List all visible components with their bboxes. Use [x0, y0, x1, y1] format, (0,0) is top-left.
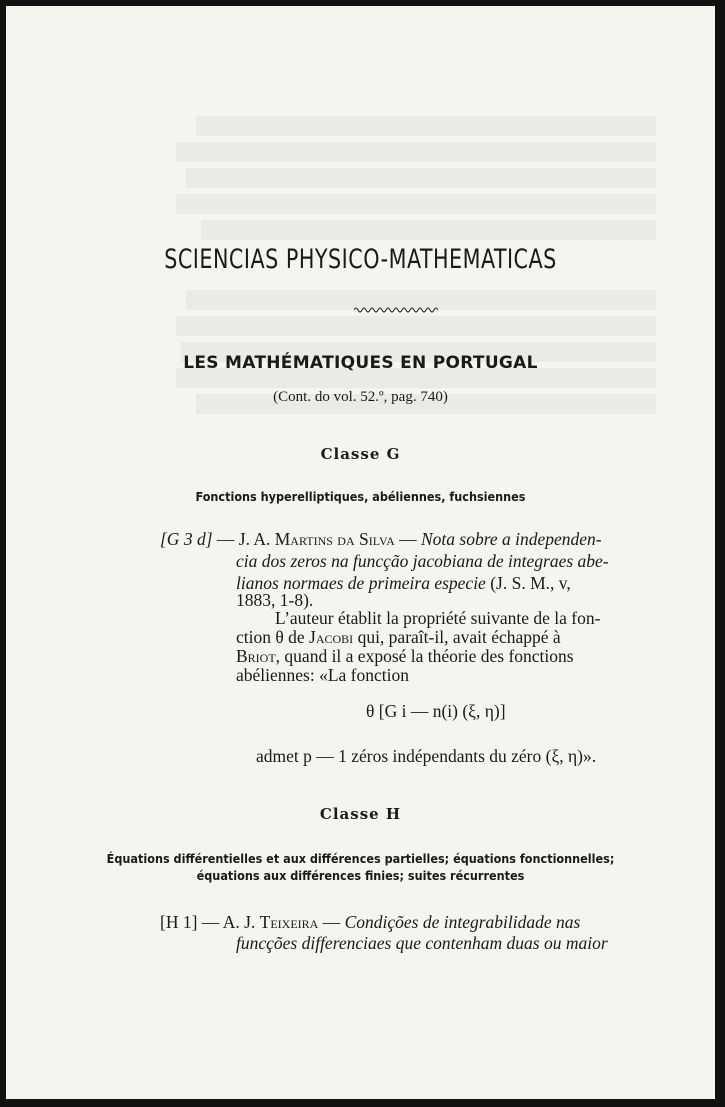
entry-g-line2: cia dos zeros na funcção jacobiana de integraes abe- [236, 551, 609, 571]
article-title: LES MATHÉMATIQUES EN PORTUGAL [183, 353, 538, 373]
class-h-section-line2: équations aux différences finies; suites récurrentes [196, 868, 525, 883]
entry-g-line3: lianos normaes de primeira especie (J. S. M., v, [236, 573, 571, 593]
entry-h-ref: [H 1] [160, 912, 198, 932]
entry-g-ref: [G 3 d] [160, 529, 213, 549]
entry-g-line1: [G 3 d] — J. A. Martins da Silva — Nota sobre a independen- [160, 529, 602, 549]
entry-g-para2: ction θ de Jacobi qui, paraît-il, avait échappé à [236, 627, 561, 647]
entry-g-para4: abéliennes: «La fonction [236, 665, 409, 685]
class-h-heading: Classe H [319, 805, 402, 823]
class-g-section: Fonctions hyperelliptiques, abéliennes, fuchsiennes [195, 489, 526, 504]
entry-g-para1: L’auteur établit la propriété suivante de la fon- [275, 608, 601, 628]
decorative-rule [354, 306, 438, 314]
class-g-heading: Classe G [320, 445, 401, 463]
entry-h-author: Teixeira [259, 912, 319, 932]
class-h-section-line1: Équations différentielles et aux différences partielles; équations fonctionnelles; [106, 851, 615, 866]
entry-g-author: Martins da Silva [274, 529, 395, 549]
page [6, 6, 715, 1099]
continuation-note: (Cont. do vol. 52.º, pag. 740) [273, 389, 448, 405]
entry-h-line1: [H 1] — A. J. Teixeira — Condições de integrabilidade nas [160, 912, 581, 932]
entry-h-line2: funcções differenciaes que contenham duas ou maior [236, 933, 608, 953]
page-title: SCIENCIAS PHYSICO-MATHEMATICAS [164, 245, 557, 275]
entry-g-conclusion: admet p — 1 zéros indépendants du zéro (ξ, η)». [256, 746, 597, 766]
formula: θ [G i — n(i) (ξ, η)] [366, 701, 506, 721]
entry-g-line4: 1883, 1-8). [236, 590, 314, 610]
entry-g-para3: Briot, quand il a exposé la théorie des fonctions [236, 646, 574, 666]
